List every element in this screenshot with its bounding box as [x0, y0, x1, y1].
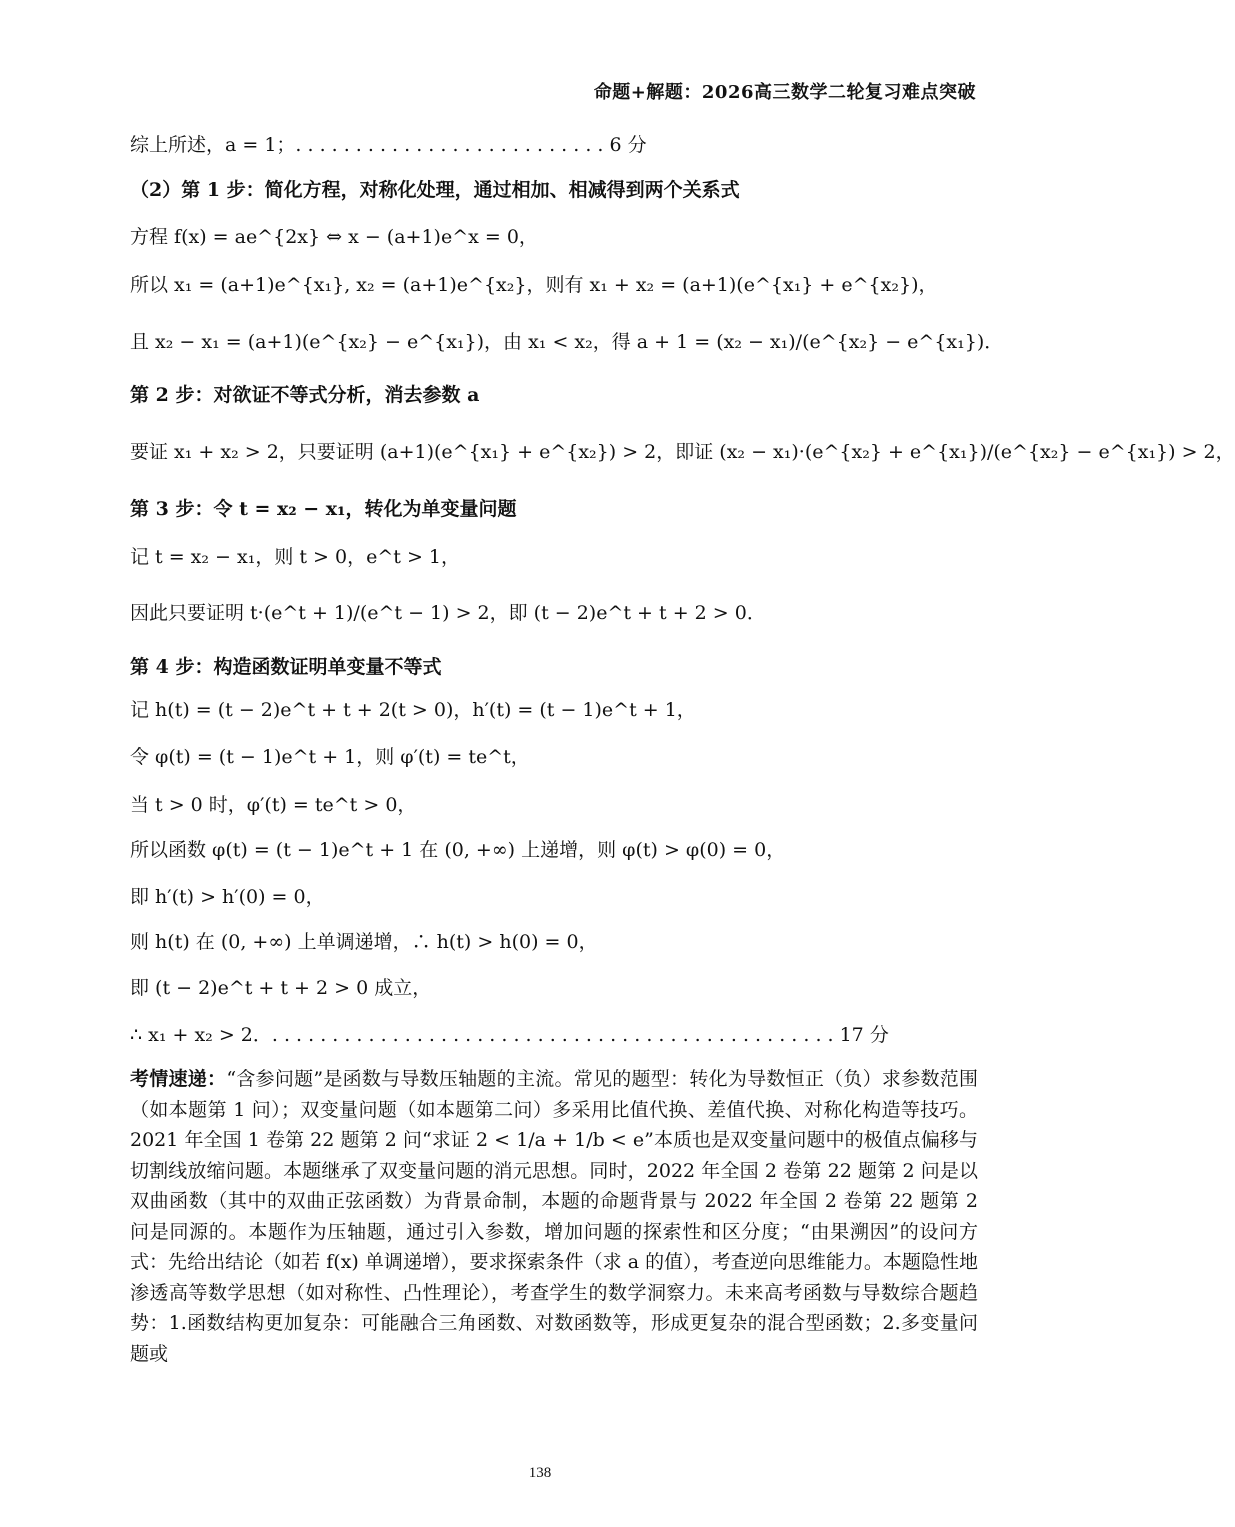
goal-inequality-line: 要证 x₁ + x₂ > 2，只要证明 (a+1)(e^{x₁} + e^{x₂}) > 2，即证 (x₂ − x₁)·(e^{x₂} + e^{x₁})/(e^{x₂} − e^{x₁}) > 2，	[130, 441, 1235, 463]
equation-transform-line: 方程 f(x) = ae^{2x} ⇔ x − (a+1)e^x = 0，	[130, 226, 538, 248]
exam-trend-label: 考情速递：	[130, 1068, 227, 1090]
define-h-line: 记 h(t) = (t − 2)e^t + t + 2(t > 0)，h′(t) = (t − 1)e^t + 1，	[130, 699, 696, 721]
exam-trend-text: “含参问题”是函数与导数压轴题的主流。常见的题型：转化为导数恒正（负）求参数范围（如本题第 1 问）；双变量问题（如本题第二问）多采用比值代换、差值代换、对称化构造等技巧。2021 年全国 1 卷第 22 题第 2 问“求证 2 < 1/a + 1/b < e”本质也是双变量问题中的极值点偏移与切割线放缩问题。本题继承了双变量问题的消元思想。同时，2022 年全国 2 卷第 22 题第 2 问是以双曲函数（其中的双曲正弦函数）为背景命制，本题的命题背景与 2022 年全国 2 卷第 22 题第 2 问是同源的。本题作为压轴题，通过引入参数，增加问题的探索性和区分度；“由果溯因”的设问方式：先给出结论（如若 f(x) 单调递增），要求探索条件（求 a 的值），考查逆向思维能力。本题隐性地渗透高等数学思想（如对称性、凸性理论），考查学生的数学洞察力。未来高考函数与导数综合题趋势：1.函数结构更加复杂：可能融合三角函数、对数函数等，形成更复杂的混合型函数；2.多变量问题或	[130, 1068, 978, 1365]
step-1-heading: （2）第 1 步：简化方程，对称化处理，通过相加、相减得到两个关系式	[130, 179, 740, 201]
step-4-heading: 第 4 步：构造函数证明单变量不等式	[130, 656, 442, 678]
h-prime-positive-line: 即 h′(t) > h′(0) = 0，	[130, 886, 325, 908]
roots-relation-line: 所以 x₁ = (a+1)e^{x₁}, x₂ = (a+1)e^{x₂}，则有 x₁ + x₂ = (a+1)(e^{x₁} + e^{x₂})，	[130, 274, 938, 296]
final-conclusion-line: ∴ x₁ + x₂ > 2．. . . . . . . . . . . . . . . . . . . . . . . . . . . . . . . . . . . . . . . . . . . . . . . 17 分	[130, 1024, 889, 1046]
step-2-heading: 第 2 步：对欲证不等式分析，消去参数 a	[130, 384, 480, 406]
page-number: 138	[528, 1465, 552, 1481]
inequality-holds-line: 即 (t − 2)e^t + t + 2 > 0 成立，	[130, 977, 432, 999]
define-phi-line: 令 φ(t) = (t − 1)e^t + 1，则 φ′(t) = te^t，	[130, 746, 530, 768]
phi-derivative-positive-line: 当 t > 0 时，φ′(t) = te^t > 0，	[130, 794, 417, 816]
h-increasing-line: 则 h(t) 在 (0, +∞) 上单调递增，∴ h(t) > h(0) = 0，	[130, 931, 598, 953]
phi-increasing-line: 所以函数 φ(t) = (t − 1)e^t + 1 在 (0, +∞) 上递增，则 φ(t) > φ(0) = 0，	[130, 839, 786, 861]
difference-relation-line: 且 x₂ − x₁ = (a+1)(e^{x₂} − e^{x₁})，由 x₁ < x₂，得 a + 1 = (x₂ − x₁)/(e^{x₂} − e^{x₁})．	[130, 331, 1004, 353]
substitution-line: 记 t = x₂ − x₁，则 t > 0，e^t > 1，	[130, 546, 460, 568]
step-3-heading: 第 3 步：令 t = x₂ − x₁，转化为单变量问题	[130, 498, 517, 520]
exam-trend-paragraph	[130, 1064, 978, 1369]
reduced-inequality-line: 因此只要证明 t·(e^t + 1)/(e^t − 1) > 2，即 (t − 2)e^t + t + 2 > 0．	[130, 602, 766, 624]
conclusion-line-part1: 综上所述，a = 1；. . . . . . . . . . . . . . . . . . . . . . . . . . 6 分	[130, 134, 647, 156]
running-header: 命题+解题：2026高三数学二轮复习难点突破	[593, 82, 976, 103]
